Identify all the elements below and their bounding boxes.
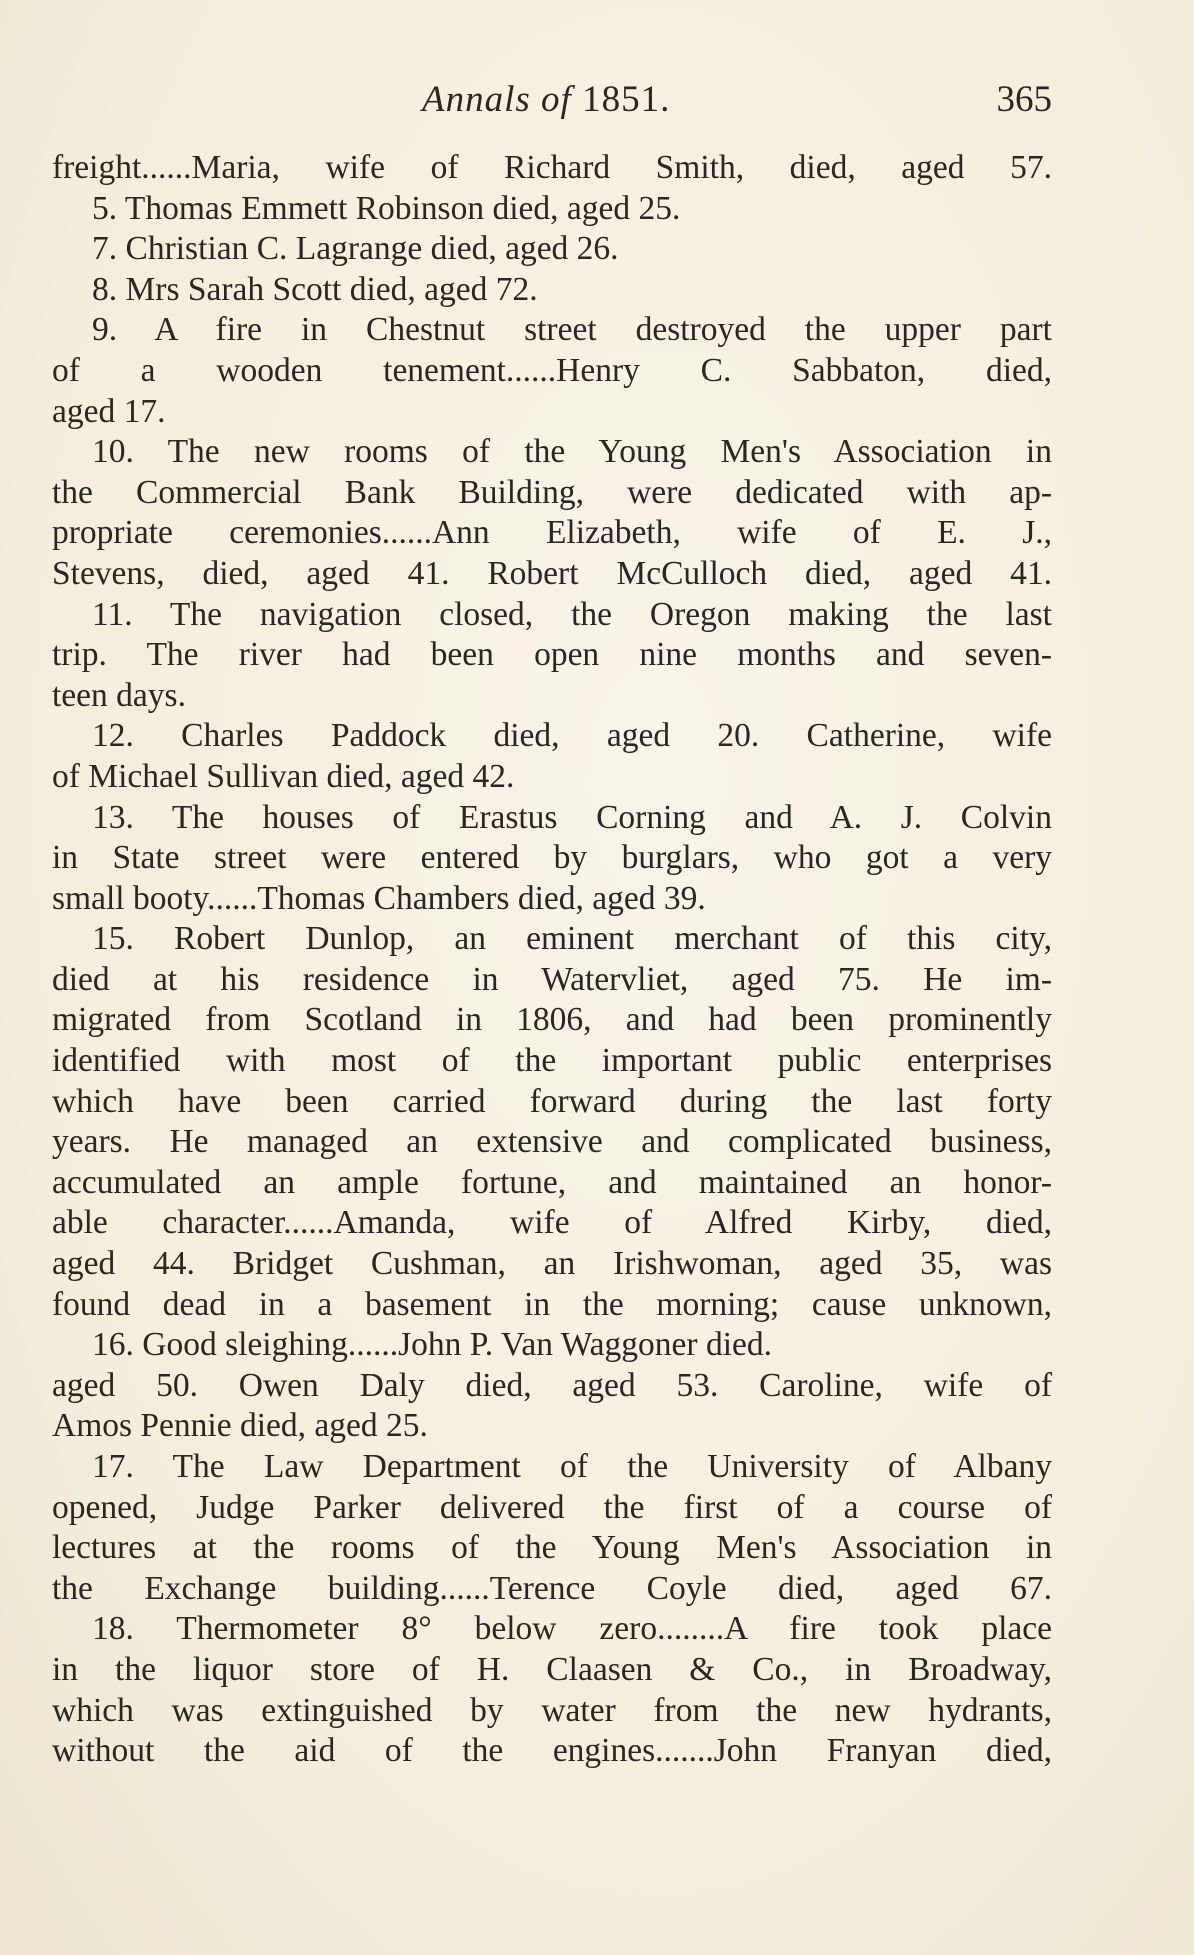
text-line: 11. The navigation closed, the Oregon making the last (92, 595, 1052, 633)
text-line: small booty......Thomas Chambers died, aged 39. (52, 879, 706, 917)
page-number: 365 (996, 79, 1052, 120)
text-line: lectures at the rooms of the Young Men's Association in (52, 1529, 1052, 1567)
text-line: identified with most of the important public enterprises (52, 1042, 1052, 1080)
text-line: of a wooden tenement......Henry C. Sabbaton, died, (52, 351, 1052, 389)
text-line: Amos Pennie died, aged 25. (52, 1407, 428, 1445)
text-line: 15. Robert Dunlop, an eminent merchant of this city, (92, 920, 1052, 958)
text-line: opened, Judge Parker delivered the first of a course of (52, 1488, 1052, 1526)
body-text (52, 148, 1052, 1772)
text-line: migrated from Scotland in 1806, and had been prominently (52, 1001, 1052, 1039)
text-line: which was extinguished by water from the new hydrants, (52, 1691, 1052, 1729)
text-line: 8. Mrs Sarah Scott died, aged 72. (92, 270, 538, 308)
text-line: without the aid of the engines.......John Franyan died, (52, 1732, 1052, 1770)
text-line: teen days. (52, 676, 186, 714)
text-line: accumulated an ample fortune, and maintained an honor- (52, 1163, 1052, 1201)
text-line: freight......Maria, wife of Richard Smith, died, aged 57. (52, 149, 1052, 186)
page-header (52, 78, 1052, 128)
text-line: years. He managed an extensive and complicated business, (52, 1123, 1052, 1161)
running-title-italic: Annals of (422, 79, 572, 120)
running-title-year: 1851. (582, 79, 671, 120)
text-line: found dead in a basement in the morning; cause unknown, (52, 1285, 1052, 1323)
text-line: aged 44. Bridget Cushman, an Irishwoman, aged 35, was (52, 1245, 1052, 1283)
text-line: 17. The Law Department of the University of Albany (92, 1448, 1052, 1485)
text-line: aged 50. Owen Daly died, aged 53. Caroline, wife of (52, 1366, 1052, 1404)
text-line: 12. Charles Paddock died, aged 20. Catherine, wife (92, 717, 1052, 755)
text-line: able character......Amanda, wife of Alfred Kirby, died, (52, 1204, 1052, 1242)
text-line: 9. A fire in Chestnut street destroyed the upper part (92, 311, 1052, 349)
text-line: the Commercial Bank Building, were dedicated with ap- (52, 473, 1052, 511)
text-line: 18. Thermometer 8° below zero........A fire took place (92, 1610, 1052, 1648)
text-line: 5. Thomas Emmett Robinson died, aged 25. (92, 189, 681, 227)
text-line: 7. Christian C. Lagrange died, aged 26. (92, 230, 619, 268)
text-line: which have been carried forward during the last forty (52, 1082, 1052, 1120)
text-line: of Michael Sullivan died, aged 42. (52, 757, 515, 795)
text-line: in the liquor store of H. Claasen & Co., in Broadway, (52, 1650, 1052, 1688)
text-line: 16. Good sleighing......John P. Van Waggoner died. (92, 1326, 772, 1364)
text-line: trip. The river had been open nine months and seven- (52, 636, 1052, 674)
text-line: the Exchange building......Terence Coyle died, aged 67. (52, 1569, 1052, 1607)
text-line: Stevens, died, aged 41. Robert McCulloch died, aged 41. (52, 554, 1052, 592)
text-line: aged 17. (52, 392, 166, 430)
text-line: 13. The houses of Erastus Corning and A. J. Colvin (92, 798, 1052, 836)
text-line: 10. The new rooms of the Young Men's Association in (92, 433, 1052, 471)
running-title (422, 78, 670, 121)
text-line: died at his residence in Watervliet, aged 75. He im- (52, 960, 1052, 998)
text-line: in State street were entered by burglars, who got a very (52, 839, 1052, 877)
text-line: propriate ceremonies......Ann Elizabeth, wife of E. J., (52, 514, 1052, 552)
